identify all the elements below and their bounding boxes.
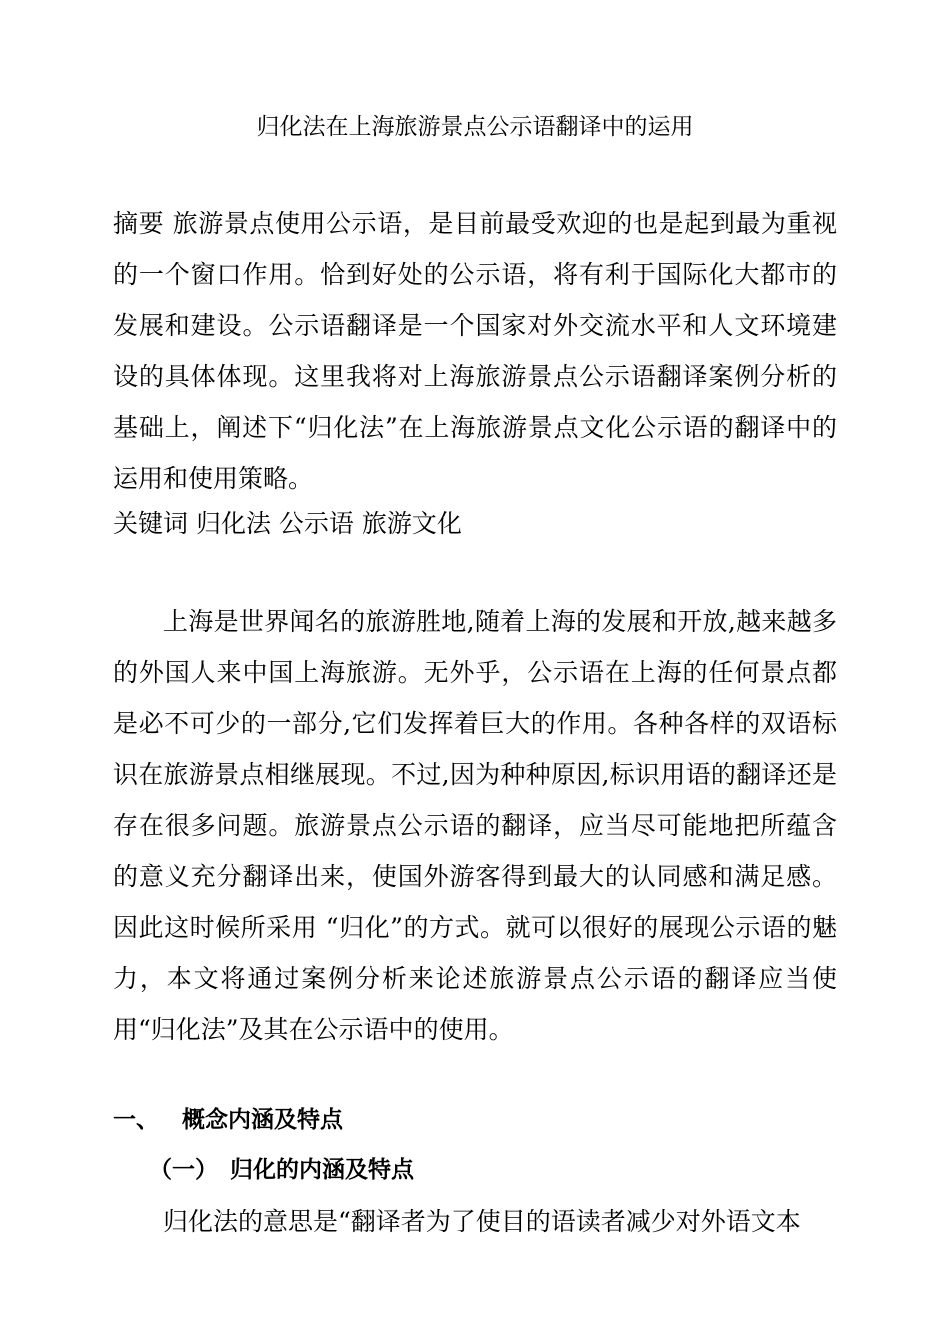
abstract-paragraph: 摘要 旅游景点使用公示语，是目前最受欢迎的也是起到最为重视的一个窗口作用。恰到好处的公示语，将有利于国际化大都市的发展和建设。公示语翻译是一个国家对外交流水平和人文环境建设的具体体现。这里我将对上海旅游景点公示语翻译案例分析的基础上，阐述下“归化法”在上海旅游景点文化公示语的翻译中的运用和使用策略。 [113, 209, 837, 493]
section-title: 概念内涵及特点 [182, 1107, 343, 1133]
keywords-line: 关键词 归化法 公示语 旅游文化 [113, 509, 462, 538]
definition-paragraph: 归化法的意思是“翻译者为了使目的语读者减少对外语文本 [163, 1207, 801, 1236]
paper-title: 归化法在上海旅游景点公示语翻译中的运用 [256, 114, 694, 140]
subsection-title: 归化的内涵及特点 [230, 1157, 414, 1183]
subsection-number: （一） [149, 1157, 218, 1183]
section-number: 一、 [113, 1107, 159, 1133]
intro-paragraph: 上海是世界闻名的旅游胜地,随着上海的发展和开放,越来越多的外国人来中国上海旅游。无外乎，公示语在上海的任何景点都是必不可少的一部分,它们发挥着巨大的作用。各种各样的双语标识在旅游景点相继展现。不过,因为种种原因,标识用语的翻译还是存在很多问题。旅游景点公示语的翻译，应当尽可能地把所蕴含的意义充分翻译出来，使国外游客得到最大的认同感和满足感。因此这时候所采用 “归化”的方式。就可以很好的展现公示语的魅力，本文将通过案例分析来论述旅游景点公示语的翻译应当使用“归化法”及其在公示语中的使用。 [113, 607, 837, 1044]
